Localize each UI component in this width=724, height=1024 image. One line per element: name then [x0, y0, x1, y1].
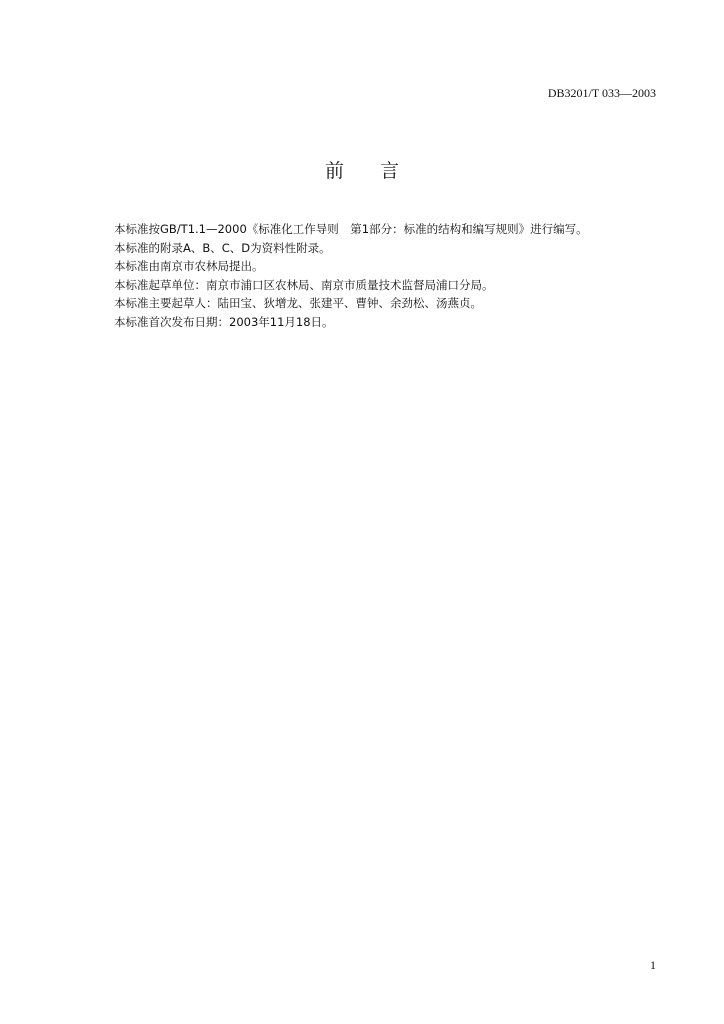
title-char-2: 言 [380, 160, 400, 182]
paragraph-proposer: 本标准由南京市农林局提出。 [114, 259, 264, 274]
paragraph-appendix: 本标准的附录A、B、C、D为资料性附录。 [114, 240, 331, 255]
page-title [0, 156, 724, 183]
foreword-body [114, 220, 654, 332]
paragraph-release-date: 本标准首次发布日期：2003年11月18日。 [114, 314, 334, 329]
page-number: 1 [650, 958, 656, 972]
title-char-1: 前 [324, 160, 344, 182]
paragraph-standard-basis: 本标准按GB/T1.1—2000《标准化工作导则 第1部分：标准的结构和编写规则》进行编写。 [114, 222, 588, 236]
paragraph-drafting-units: 本标准起草单位：南京市浦口区农林局、南京市质量技术监督局浦口分局。 [114, 277, 494, 292]
paragraph-drafters: 本标准主要起草人：陆田宝、狄增龙、张建平、曹钟、余劲松、汤燕贞。 [114, 296, 482, 311]
document-code: DB3201/T 033—2003 [547, 86, 656, 100]
